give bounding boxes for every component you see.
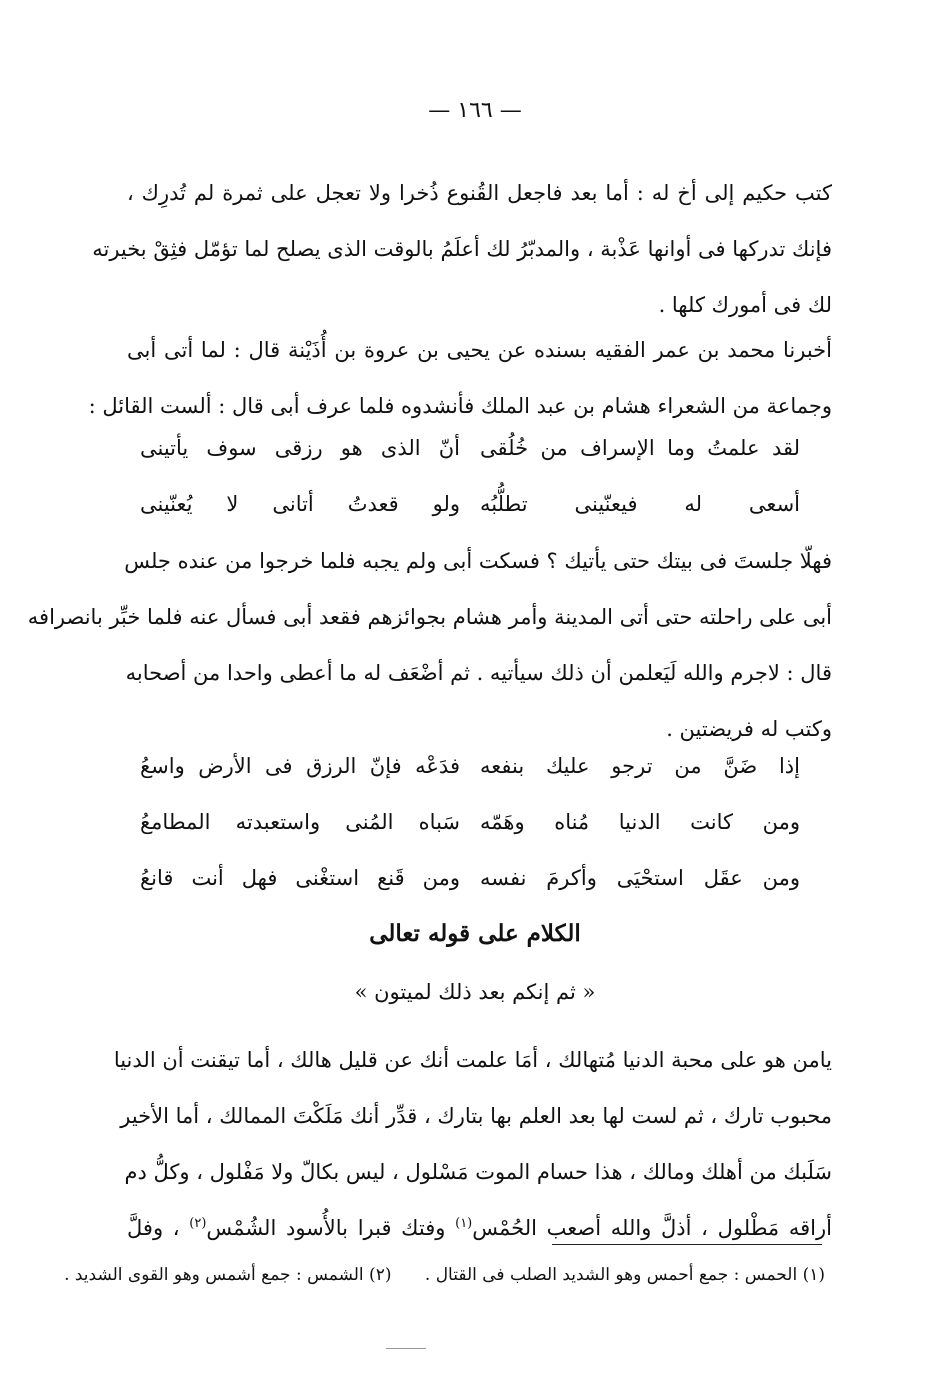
text-line: أبى على راحلته حتى أتى المدينة وأمر هشام بجوائزهم فقعد أبى فسأل عنه فلما خبِّر بانصرافه bbox=[27, 605, 832, 629]
text-line: لك فى أمورك كلها . bbox=[658, 293, 832, 317]
text-segment: ، وفلَّ bbox=[127, 1216, 180, 1240]
verse-line bbox=[140, 794, 800, 850]
paragraph-sermon bbox=[113, 1032, 832, 1256]
paragraph-narration bbox=[88, 322, 832, 434]
page-number: — ١٦٦ — bbox=[428, 98, 522, 123]
text-line: سَلَبك من أهلك ومالك ، هذا حسام الموت مَسْلول ، ليس بكالّ ولا مَفْلول ، وكلُّ دم bbox=[124, 1160, 832, 1184]
footnote-ref: (١) bbox=[455, 1216, 473, 1231]
verse-second-hemistich: ولو قعدتُ أتانى لا يُعنّينى bbox=[140, 492, 460, 516]
poem-first bbox=[140, 420, 800, 532]
paragraph-story bbox=[27, 533, 832, 757]
poem-second bbox=[140, 738, 800, 906]
scan-mark bbox=[386, 1348, 426, 1349]
text-line: وجماعة من الشعراء هشام بن عبد الملك فأنشدوه فلما عرف أبى قال : ألست القائل : bbox=[88, 394, 832, 418]
verse-second-hemistich: سَباه المُنى واستعبدته المطامعُ bbox=[140, 810, 460, 834]
verse-first-hemistich: أسعى له فيعنّينى تطلُّبُه bbox=[480, 492, 800, 516]
paragraph-letter bbox=[92, 165, 832, 333]
verse-second-hemistich: أنّ الذى هو رزقى سوف يأتينى bbox=[140, 436, 460, 460]
text-segment: وفتك قبرا بالأُسود الشُمْس bbox=[206, 1216, 446, 1240]
text-line: كتب حكيم إلى أخ له : أما بعد فاجعل القُنوع ذُخرا ولا تعجل على ثمرة لم تُدرِك ، bbox=[127, 181, 832, 205]
verse-line bbox=[140, 476, 800, 532]
footnote-ref: (٢) bbox=[189, 1216, 207, 1231]
footnote-1: (١) الحمس : جمع أحمس وهو الشديد الصلب فى القتال . bbox=[424, 1265, 825, 1285]
text-line: وكتب له فريضتين . bbox=[666, 717, 832, 741]
section-heading: الكلام على قوله تعالى bbox=[369, 920, 581, 947]
footnote-divider bbox=[552, 1244, 822, 1245]
verse-line bbox=[140, 738, 800, 794]
verse-first-hemistich: ومن عقَل استحْيَى وأكرمَ نفسه bbox=[480, 866, 800, 890]
verse-first-hemistich: إذا ضَنَّ من ترجو عليك بنفعه bbox=[480, 754, 800, 778]
text-line: أخبرنا محمد بن عمر الفقيه بسنده عن يحيى بن عروة بن أُذَيْنة قال : لما أتى أبى bbox=[127, 338, 832, 362]
text-line: يامن هو على محبة الدنيا مُتهالك ، أمَا علمت أنك عن قليل هالك ، أما تيقنت أن الدنيا bbox=[113, 1048, 832, 1072]
verse-second-hemistich: ومن قَنع استغْنى فهل أنت قانعُ bbox=[140, 866, 460, 890]
verse-second-hemistich: فدَعْه فإنّ الرزق فى الأرض واسعُ bbox=[140, 754, 460, 778]
footnote-2: (٢) الشمس : جمع أشمس وهو القوى الشديد . bbox=[64, 1265, 392, 1285]
text-line: محبوب تارك ، ثم لست لها بعد العلم بها بتارك ، قدِّر أنك مَلَكْتَ الممالك ، أما الأخير bbox=[120, 1104, 832, 1128]
quran-verse-heading: « ثم إنكم بعد ذلك لميتون » bbox=[354, 980, 596, 1004]
text-line: فهلّا جلستَ فى بيتك حتى يأتيك ؟ فسكت أبى ولم يجبه فلما خرجوا من عنده جلس bbox=[124, 549, 832, 573]
verse-line bbox=[140, 420, 800, 476]
text-line: قال : لاجرم والله لَيَعلمن أن ذلك سيأتيه . ثم أضْعَف له ما أعطى واحدا من أصحابه bbox=[125, 661, 832, 685]
text-line bbox=[127, 1200, 832, 1256]
footnotes bbox=[64, 1260, 825, 1290]
verse-first-hemistich: لقد علمتُ وما الإسراف من خُلُقى bbox=[480, 436, 800, 460]
verse-first-hemistich: ومن كانت الدنيا مُناه وهَمّه bbox=[480, 810, 800, 834]
text-segment: أراقه مَطْلول ، أذلَّ والله أصعب الحُمْس bbox=[472, 1216, 832, 1240]
verse-line bbox=[140, 850, 800, 906]
text-line: فإنك تدركها فى أوانها عَذْبة ، والمدبّرُ لك أعلَمُ بالوقت الذى يصلح لما تؤمّل فثِقْ بخيرته bbox=[92, 237, 832, 261]
